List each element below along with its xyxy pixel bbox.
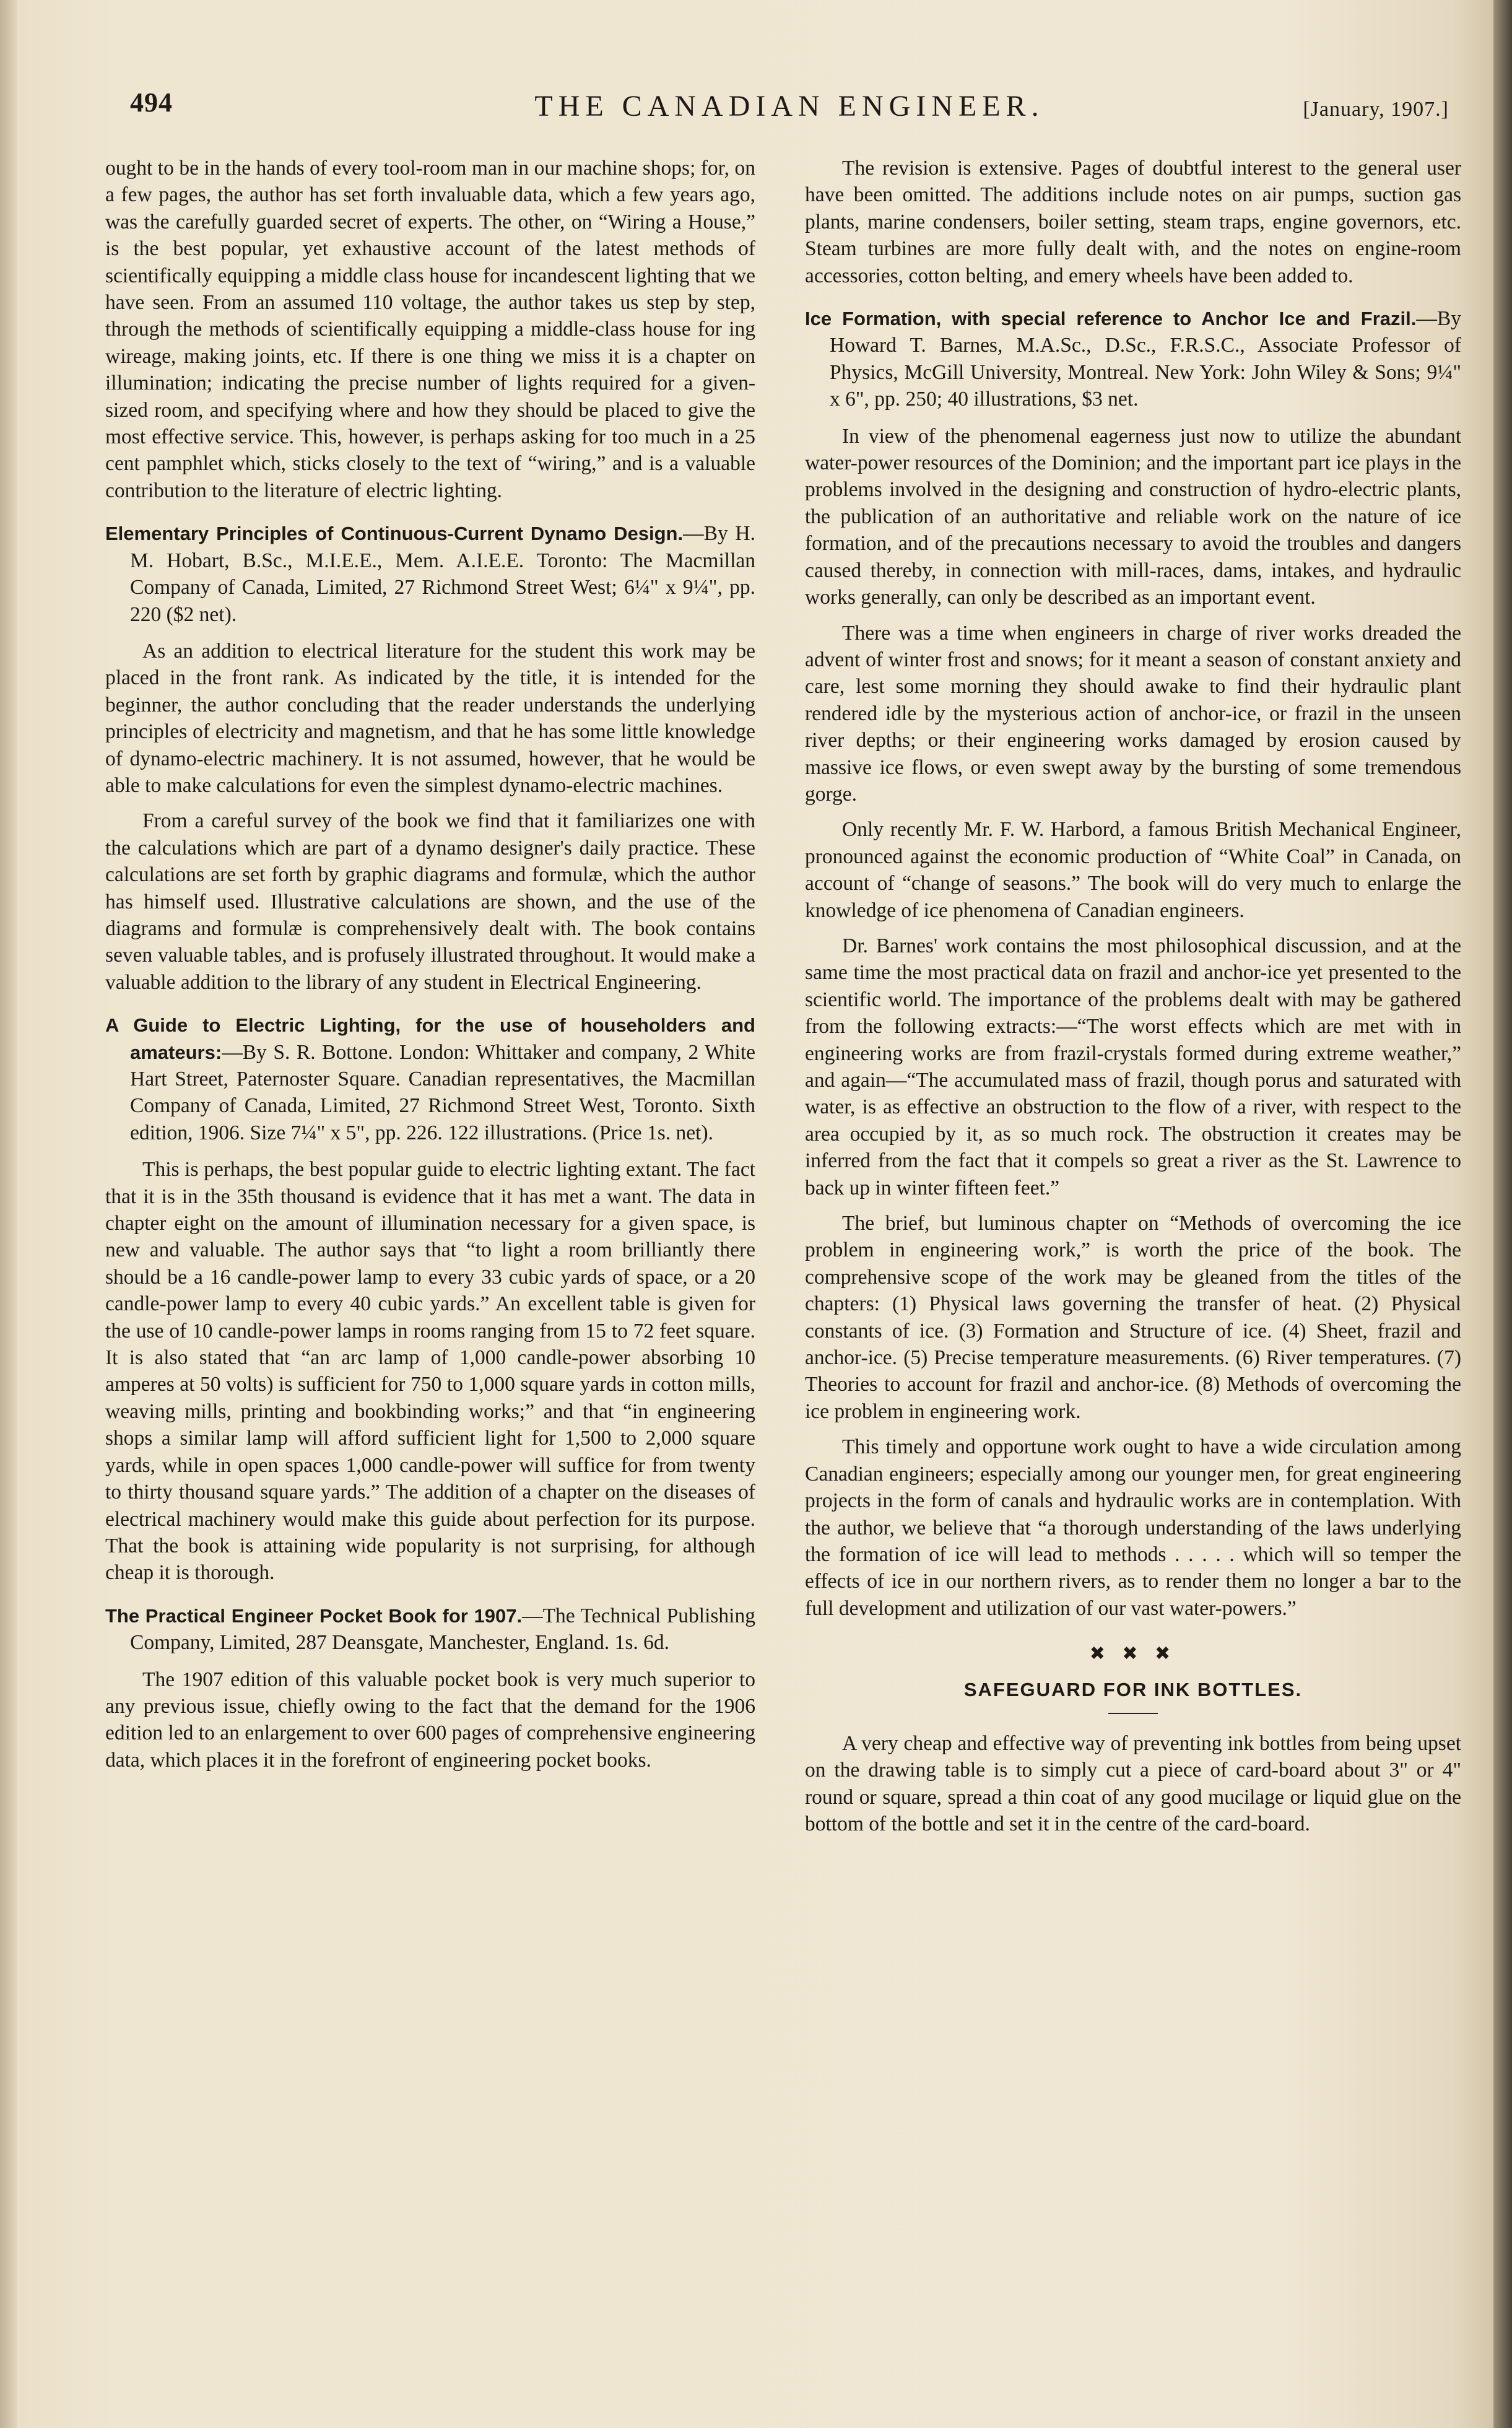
review-paragraph: This is perhaps, the best popular guide to electric lighting extant. The fact that it is in the 35th thousand is evidence that it has met a want. The data in chapter eight on the amount of illumination necessary for a given space, is new and valuable. The author says that “to light a room brilliantly there should be a 16 candle-power lamp to every 33 cubic yards of space, or a 20 candle-power lamp to every 40 cubic yards.” An excellent table is given for the use of 10 candle-power lamps in rooms ranging from 15 to 72 feet square. It is also stated that “an arc lamp of 1,000 candle-power absorbing 10 amperes at 50 volts) is sufficient for 750 to 1,000 square yards in cotton mills, weaving mills, printing and bookbinding works;” and that “in engineering shops a similar lamp will afford sufficient light for 1,500 to 2,000 square yards, while in open spaces 1,000 candle-power will suffice for from twenty to thirty thousand square yards.” The addition of a chapter on the diseases of electrical machinery would make this guide about perfection for its purpose. That the book is attaining wide popularity is not surprising, for although cheap it is thorough.: [105, 1158, 755, 1585]
book-title: The Practical Engineer Pocket Book for 1907.: [105, 1604, 523, 1627]
book-title: Ice Formation, with special reference to Anchor Ice and Frazil.: [805, 308, 1417, 330]
journal-title: THE CANADIAN ENGINEER.: [534, 90, 1045, 123]
book-details: —By S. R. Bottone. London: Whittaker and company, 2 White Hart Street, Paternoster Square. Canadian representatives, the Macmillan Company of Canada, Limited, 27 Richmond Street West, Toronto. Sixth edition, 1906. Size 7¼" x 5", pp. 226. 122 illustrations. (Price 1s. net).: [130, 1040, 755, 1144]
page-header: [130, 87, 1449, 136]
book-details: —The Technical Publishing Company, Limited, 287 Deansgate, Manchester, England. 1s. 6d.: [130, 1604, 755, 1655]
book-title: Elementary Principles of Continuous-Current Dynamo Design.: [105, 523, 684, 545]
heading-rule: [1108, 1713, 1158, 1714]
right-column: [805, 155, 1461, 1847]
review-paragraph: There was a time when engineers in charge of river works dreaded the advent of winter frost and snows; for it meant a season of constant anxiety and care, lest some morning they should awake to find their hydraulic plant rendered idle by the mysterious action of anchor-ice, or frazil in the unseen river depths; or their engineering works damaged by erosion caused by massive ice flows, or even swept away by the bursting of some tremendous gorge.: [805, 621, 1461, 806]
book-review-citation: [105, 520, 755, 628]
book-details: —By Howard T. Barnes, M.A.Sc., D.Sc., F.R.S.C., Associate Professor of Physics, McGill University, Montreal. New York: John Wiley & Sons; 9¼" x 6", pp. 250; 40 illustrations, $3 net.: [830, 307, 1461, 411]
continued-paragraph: The revision is extensive. Pages of doubtful interest to the general user have been omitted. The additions include notes on air pumps, suction gas plants, marine condensers, boiler setting, steam traps, engine governors, etc. Steam turbines are more fully dealt with, and the notes on engine-room accessories, cotton belting, and emery wheels have been added to.: [805, 157, 1461, 287]
review-paragraph: This timely and opportune work ought to have a wide circulation among Canadian engineers; especially among our younger men, for great engineering projects in the form of canals and hydraulic works are in contemplation. With the author, we believe that “a thorough understanding of the laws underlying the formation of ice will lead to methods . . . . . which will so temper the effects of ice in our northern rivers, as to render them no longer a bar to the full development and utilization of our vast water-powers.”: [805, 1435, 1461, 1620]
book-details: —By H. M. Hobart, B.Sc., M.I.E.E., Mem. A.I.E.E. Toronto: The Macmillan Company of Canada, Limited, 27 Richmond Street West; 6¼" x 9¼", pp. 220 ($2 net).: [130, 522, 755, 626]
left-column: [105, 155, 755, 1782]
section-heading: SAFEGUARD FOR INK BOTTLES.: [963, 1678, 1303, 1700]
continued-paragraph: ought to be in the hands of every tool-room man in our machine shops; for, on a few pages, the author has set forth invaluable data, which a few years ago, was the carefully guarded secret of experts. The other, on “Wiring a House,” is the best popular, yet exhaustive account of the latest methods of scientifically equipping a middle class house for incandescent lighting that we have seen. From an assumed 110 voltage, the author takes us step by step, through the methods of scientifically equipping a middle-class house for ing wireage, making joints, etc. If there is one thing we miss it is a chapter on illumination; indicating the precise number of lights required for a given-sized room, and specifying where and how they should be placed to give the most effective service. This, however, is perhaps asking for too much in a 25 cent pamphlet which, sticks closely to the text of “wiring,” and is a valuable contribution to the literature of electric lighting.: [105, 157, 755, 502]
page-number: 494: [130, 87, 173, 118]
page-binding-shadow: [1493, 0, 1512, 2428]
review-paragraph: In view of the phenomenal eagerness just now to utilize the abundant water-power resources of the Dominion; and the important part ice plays in the problems involved in the designing and construction of hydro-electric plants, the publication of an authoritative and reliable work on the nature of ice formation, and of the precautions necessary to avoid the troubles and dangers caused thereby, in connection with mill-races, dams, intakes, and hydraulic works generally, can only be described as an important event.: [805, 424, 1461, 609]
section-paragraph: A very cheap and effective way of preventing ink bottles from being upset on the drawing table is to simply cut a piece of card-board about 3" or 4" round or square, spread a thin coat of any good mucilage or liquid glue on the bottom of the bottle and set it in the centre of the card-board.: [805, 1731, 1461, 1836]
review-paragraph: From a careful survey of the book we find that it familiarizes one with the calculations which are part of a dynamo designer's daily practice. These calculations are set forth by graphic diagrams and formulæ, which the author has himself used. Illustrative calculations are shown, and the use of the diagrams and formulæ is comprehensively dealt with. The book contains seven valuable tables, and is profusely illustrated throughout. It would make a valuable addition to the library of any student in Electrical Engineering.: [105, 809, 755, 994]
review-paragraph: The 1907 edition of this valuable pocket book is very much superior to any previous issue, chiefly owing to the fact that the demand for the 1906 edition led to an enlargement to over 600 pages of comprehensive engineering data, which places it in the forefront of engineering pocket books.: [105, 1668, 755, 1772]
review-paragraph: As an addition to electrical literature for the student this work may be placed in the front rank. As indicated by the title, it is intended for the beginner, the author concluding that the reader understands the underlying principles of electricity and magnetism, and that he has some little knowledge of dynamo-electric machinery. It is not assumed, however, that he would be able to make calculations for even the simplest dynamo-electric machines.: [105, 639, 755, 797]
book-review-citation: [105, 1603, 755, 1656]
issue-date: [January, 1907.]: [1303, 98, 1449, 121]
review-paragraph: Dr. Barnes' work contains the most philosophical discussion, and at the same time the most practical data on frazil and anchor-ice yet presented to the scientific world. The importance of the problems dealt with may be gathered from the following extracts:—“The worst effects which are met with in engineering works are from frazil-crystals formed during extreme weather,” and again—“The accumulated mass of frazil, though porus and saturated with water, is as effective an obstruction to the flow of a river, with respect to the area occupied by it, as so much rock. The obstruction it creates may be inferred from the fact that it compels so great a river as the St. Lawrence to back up in winter fifteen feet.”: [805, 934, 1461, 1199]
review-paragraph: The brief, but luminous chapter on “Methods of overcoming the ice problem in engineering work,” is worth the price of the book. The comprehensive scope of the work may be gleaned from the titles of the chapters: (1) Physical laws governing the transfer of heat. (2) Physical constants of ice. (3) Formation and Structure of ice. (4) Sheet, frazil and anchor-ice. (5) Precise temperature measurements. (6) River temperatures. (7) Theories to account for frazil and anchor-ice. (8) Methods of overcoming the ice problem in engineering work.: [805, 1212, 1461, 1423]
page-left-edge: [0, 0, 17, 2428]
book-review-citation: [805, 305, 1461, 413]
section-ornament: ✖ ✖ ✖: [1089, 1643, 1177, 1664]
book-title: A Guide to Electric Lighting, for the use of householders and amateurs:: [105, 1014, 755, 1063]
book-review-citation: [105, 1012, 755, 1146]
review-paragraph: Only recently Mr. F. W. Harbord, a famous British Mechanical Engineer, pronounced against the economic production of “White Coal” in Canada, on account of “change of seasons.” The book will do very much to enlarge the knowledge of ice phenomena of Canadian engineers.: [805, 818, 1461, 922]
